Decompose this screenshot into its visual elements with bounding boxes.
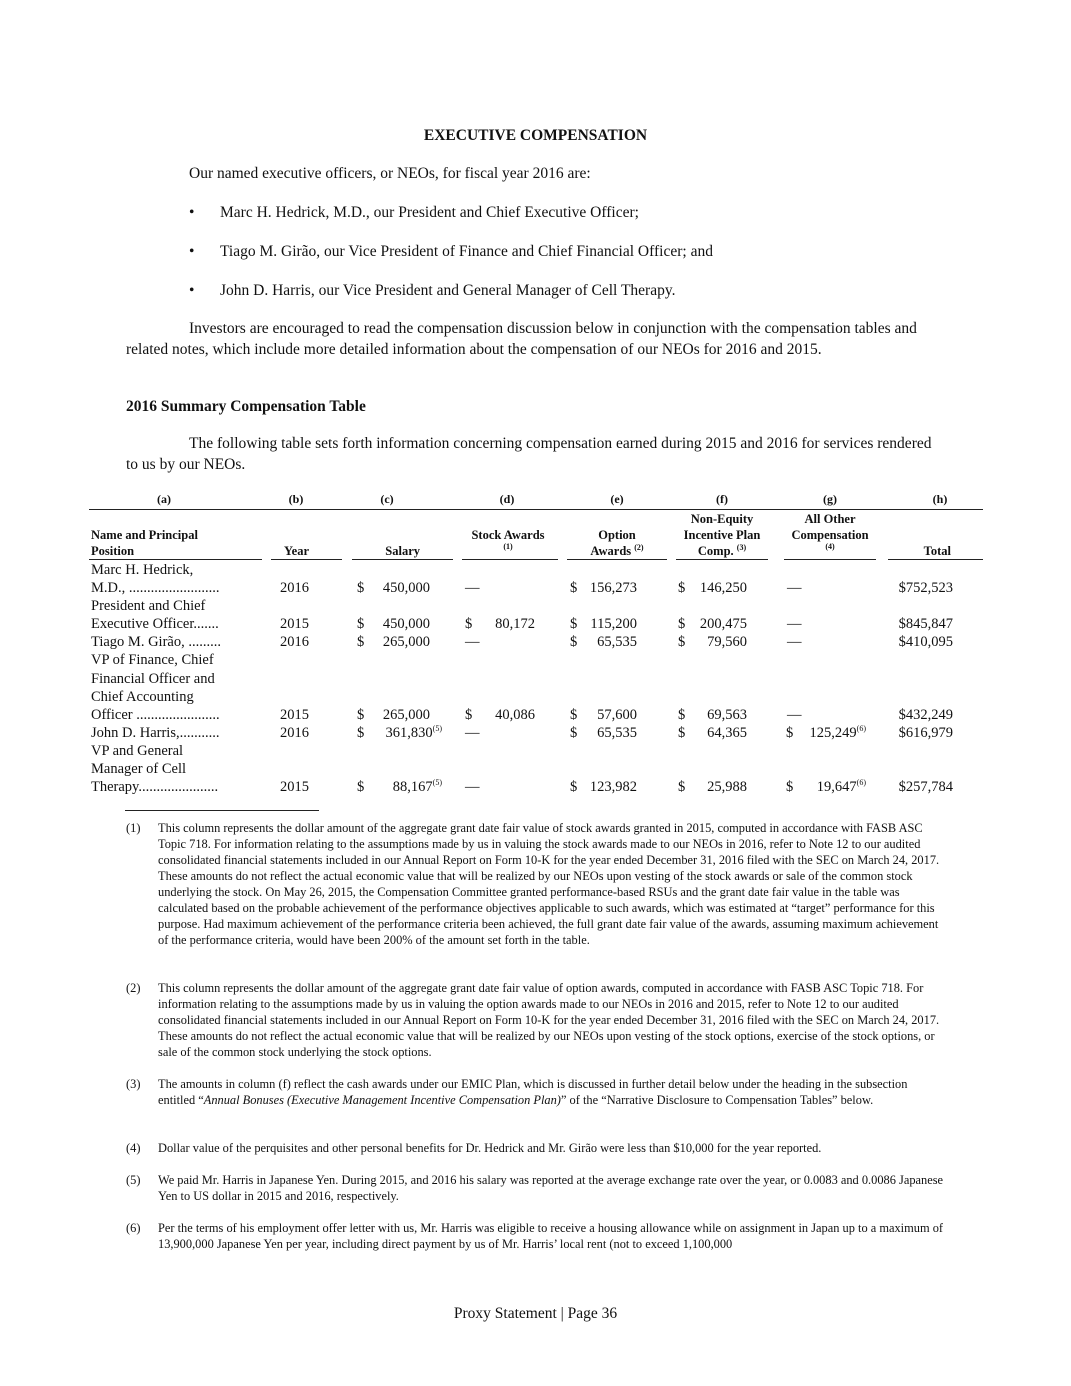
cell-other: 19,647$^{(6)}$ xyxy=(816,778,866,795)
cell-salary: 361,830$^{(5)}$ xyxy=(385,724,442,741)
footnote-number: (1) xyxy=(126,821,141,835)
footnote-4 xyxy=(126,1140,946,1156)
cell-salary: 450,000 xyxy=(382,580,430,596)
footnote-text: This column represents the dollar amount of the aggregate grant date fair value of option awards, computed in accordance with FASB ASC Topic 718. For information relating to the assumptions made by us in valuing the option awards made to our NEOs in 2016 and 2015, refer to Note 12 to our audited consolidated financial statements included in our Annual Report on Form 10-K for the year ended December 31, 2016 filed with the SEC on March 24, 2017. These amounts do not reflect the actual economic value that will be realized by our NEOs upon vesting of the stock options, exercise of the stock options, or sale of the common stock underlying the stock options. xyxy=(158,981,940,1059)
cell-option-currency: $ xyxy=(570,580,578,596)
name-line: Manager of Cell xyxy=(91,761,187,777)
cell-other: — xyxy=(787,634,802,650)
cell-other-footnote: (6) xyxy=(856,724,866,734)
bullet-icon: • xyxy=(189,282,195,299)
header-rule xyxy=(271,559,342,560)
cell-year: 2016 xyxy=(280,725,309,741)
header-option-awards: Option Awards $^{(2)}$ xyxy=(590,528,644,558)
cell-option: 65,535 xyxy=(597,725,637,741)
cell-salary-currency: $ xyxy=(357,707,365,723)
column-letter: (c) xyxy=(380,492,394,506)
investors-paragraph: Investors are encouraged to read the compensation discussion below in conjunction with the compensation tables and related notes, which include more detailed information about the compensation of our NEOs for 2016 and 2015. xyxy=(126,320,917,358)
cell-option-currency: $ xyxy=(570,707,578,723)
name-line: Tiago M. Girão, ......... xyxy=(91,634,221,650)
footnote-1 xyxy=(126,820,946,948)
name-line: Chief Accounting xyxy=(91,689,194,705)
footnote-6 xyxy=(126,1220,946,1252)
cell-nonequity-currency: $ xyxy=(678,725,686,741)
footnote-text: The amounts in column (f) reflect the cash awards under our EMIC Plan, which is discussed in further detail below under the heading in the subsection entitled “Annual Bonuses (Executive Management Incentive Compensation Plan)” of the “Narrative Disclosure to Compensation Tables” below. xyxy=(158,1077,908,1107)
cell-other-currency: $ xyxy=(786,725,794,741)
cell-stock: — xyxy=(465,580,480,596)
cell-year: 2015 xyxy=(280,616,309,632)
header-non-equity: Non-Equity Incentive Plan Comp. $^{(3)}$ xyxy=(683,512,761,558)
header-year: Year xyxy=(284,544,309,558)
name-line: Marc H. Hedrick, xyxy=(91,562,194,578)
table-intro-paragraph: The following table sets forth information concerning compensation earned during 2015 and 2016 for services rendered to us by our NEOs. xyxy=(126,435,932,473)
cell-salary-footnote: (5) xyxy=(432,724,442,734)
cell-option-currency: $ xyxy=(570,779,578,795)
bullet-text: Tiago M. Girão, our Vice President of Finance and Chief Financial Officer; and xyxy=(220,243,713,260)
footnote-number: (2) xyxy=(126,981,141,995)
cell-other: — xyxy=(787,616,802,632)
header-rule xyxy=(89,559,262,560)
name-line: Executive Officer....... xyxy=(91,616,219,632)
cell-stock: — xyxy=(465,725,480,741)
name-line: John D. Harris,........... xyxy=(91,725,220,741)
header-total: Total xyxy=(923,544,951,558)
cell-year: 2015 xyxy=(280,779,309,795)
cell-stock-currency: $ xyxy=(465,616,473,632)
footnote-text: Per the terms of his employment offer letter with us, Mr. Harris was eligible to receive a housing allowance while on assignment in Japan up to a maximum of 13,900,000 Japanese Yen per year, including direct payment by us of Mr. Harris’ local rent (not to exceed 1,100,000 xyxy=(158,1221,944,1251)
column-letter: (a) xyxy=(157,492,171,506)
cell-option-currency: $ xyxy=(570,725,578,741)
column-letter: (g) xyxy=(823,492,837,506)
cell-nonequity-currency: $ xyxy=(678,616,686,632)
name-line: Therapy...................... xyxy=(91,779,219,795)
footnote-number: (3) xyxy=(126,1077,141,1091)
cell-stock: — xyxy=(465,634,480,650)
header-stock-awards: Stock Awards (1) xyxy=(471,528,545,551)
table-top-rule xyxy=(89,509,983,510)
cell-nonequity: 146,250 xyxy=(699,580,747,596)
name-line: VP of Finance, Chief xyxy=(91,652,214,668)
cell-salary-currency: $ xyxy=(357,725,365,741)
cell-option-currency: $ xyxy=(570,634,578,650)
footnote-separator xyxy=(125,810,319,811)
header-rule xyxy=(462,559,558,560)
cell-nonequity: 64,365 xyxy=(707,725,747,741)
cell-nonequity: 200,475 xyxy=(699,616,747,632)
cell-total: $752,523 xyxy=(898,580,953,596)
cell-year: 2015 xyxy=(280,707,309,723)
column-letter: (h) xyxy=(932,492,948,506)
column-letter: (d) xyxy=(499,492,515,506)
cell-nonequity: 69,563 xyxy=(707,707,747,723)
cell-option-currency: $ xyxy=(570,616,578,632)
header-rule xyxy=(676,559,768,560)
header-name-position: Name and Principal Position xyxy=(91,528,198,558)
cell-other-footnote: (6) xyxy=(856,778,866,788)
cell-salary: 265,000 xyxy=(382,707,430,723)
name-line: M.D., ......................... xyxy=(91,580,220,596)
cell-year: 2016 xyxy=(280,580,309,596)
page-footer: Proxy Statement | Page 36 xyxy=(453,1305,618,1322)
cell-total: $845,847 xyxy=(898,616,953,632)
cell-other-currency: $ xyxy=(786,779,794,795)
cell-other: — xyxy=(787,580,802,596)
footnote-text: We paid Mr. Harris in Japanese Yen. During 2015, and 2016 his salary was reported at the average exchange rate over the year, or 0.0083 and 0.0086 Japanese Yen to US dollar in 2015 and 2016, respectively. xyxy=(158,1173,944,1203)
cell-stock: 80,172 xyxy=(495,616,535,632)
header-rule xyxy=(567,559,667,560)
intro-paragraph: Our named executive officers, or NEOs, for fiscal year 2016 are: xyxy=(189,165,591,182)
cell-total: $410,095 xyxy=(898,634,953,650)
header-rule xyxy=(784,559,876,560)
header-salary: Salary xyxy=(385,544,420,558)
column-letter: (b) xyxy=(288,492,304,506)
column-letter: (f) xyxy=(716,492,728,506)
name-line: Financial Officer and xyxy=(91,671,215,687)
cell-salary-currency: $ xyxy=(357,616,365,632)
cell-option: 123,982 xyxy=(589,779,637,795)
header-all-other: All Other Compensation (4) xyxy=(791,512,869,551)
cell-year: 2016 xyxy=(280,634,309,650)
bullet-icon: • xyxy=(189,243,195,260)
cell-nonequity-currency: $ xyxy=(678,707,686,723)
cell-salary-currency: $ xyxy=(357,580,365,596)
cell-option: 57,600 xyxy=(597,707,637,723)
name-line: VP and General xyxy=(91,743,184,759)
bullet-icon: • xyxy=(189,204,195,221)
cell-nonequity-currency: $ xyxy=(678,580,686,596)
page-title: EXECUTIVE COMPENSATION xyxy=(423,127,648,144)
cell-total: $616,979 xyxy=(898,725,953,741)
column-letter: (e) xyxy=(610,492,624,506)
cell-salary: 88,167$^{(5)}$ xyxy=(392,778,442,795)
cell-salary-footnote: (5) xyxy=(432,778,442,788)
cell-nonequity-currency: $ xyxy=(678,634,686,650)
cell-total: $432,249 xyxy=(898,707,953,723)
cell-salary-currency: $ xyxy=(357,779,365,795)
footnote-2 xyxy=(126,980,946,1060)
cell-total: $257,784 xyxy=(898,779,953,795)
header-rule xyxy=(352,559,453,560)
cell-stock-currency: $ xyxy=(465,707,473,723)
name-line: Officer ....................... xyxy=(91,707,220,723)
section-heading: 2016 Summary Compensation Table xyxy=(126,398,366,415)
cell-nonequity-currency: $ xyxy=(678,779,686,795)
header-rule xyxy=(888,559,983,560)
cell-stock: — xyxy=(465,779,480,795)
cell-nonequity: 79,560 xyxy=(707,634,747,650)
cell-salary: 265,000 xyxy=(382,634,430,650)
footnote-5 xyxy=(126,1172,946,1204)
cell-salary: 450,000 xyxy=(382,616,430,632)
cell-nonequity: 25,988 xyxy=(707,779,747,795)
footnote-number: (4) xyxy=(126,1141,141,1155)
footnote-number: (6) xyxy=(126,1221,141,1235)
cell-option: 115,200 xyxy=(590,616,637,632)
footnote-text: This column represents the dollar amount of the aggregate grant date fair value of stock awards granted in 2015, computed in accordance with FASB ASC Topic 718. For information relating to the assumptions made by us in valuing the stock awards made to our NEOs in 2016, refer to Note 12 to our audited consolidated financial statements included in our Annual Report on Form 10-K for the year ended December 31, 2016 filed with the SEC on March 24, 2017. These amounts do not reflect the actual economic value that will be realized by our NEOs upon vesting of the stock awards or sale of the common stock underlying the stock. On May 26, 2015, the Compensation Committee granted performance-based RSUs and the grant date fair value in the table was calculated based on the probable achievement of the performance objectives applicable to such awards, which was estimated at “target” performance for this purpose. Had maximum achievement of the performance criteria been achieved, the full grant date fair value of the awards, assuming maximum achievement of the performance criteria, would have been 200% of the amount set forth in the table. xyxy=(158,821,940,947)
footnote-text: Dollar value of the perquisites and other personal benefits for Dr. Hedrick and Mr. Girão were less than $10,000 for the year reported. xyxy=(158,1141,822,1155)
cell-option: 156,273 xyxy=(589,580,637,596)
cell-other: 125,249$^{(6)}$ xyxy=(809,724,866,741)
bullet-text: John D. Harris, our Vice President and General Manager of Cell Therapy. xyxy=(220,282,676,299)
cell-salary-currency: $ xyxy=(357,634,365,650)
cell-option: 65,535 xyxy=(597,634,637,650)
name-line: President and Chief xyxy=(91,598,206,614)
footnote-3 xyxy=(126,1076,946,1108)
cell-stock: 40,086 xyxy=(495,707,535,723)
footnote-number: (5) xyxy=(126,1173,141,1187)
bullet-text: Marc H. Hedrick, M.D., our President and Chief Executive Officer; xyxy=(220,204,639,221)
cell-other: — xyxy=(787,707,802,723)
